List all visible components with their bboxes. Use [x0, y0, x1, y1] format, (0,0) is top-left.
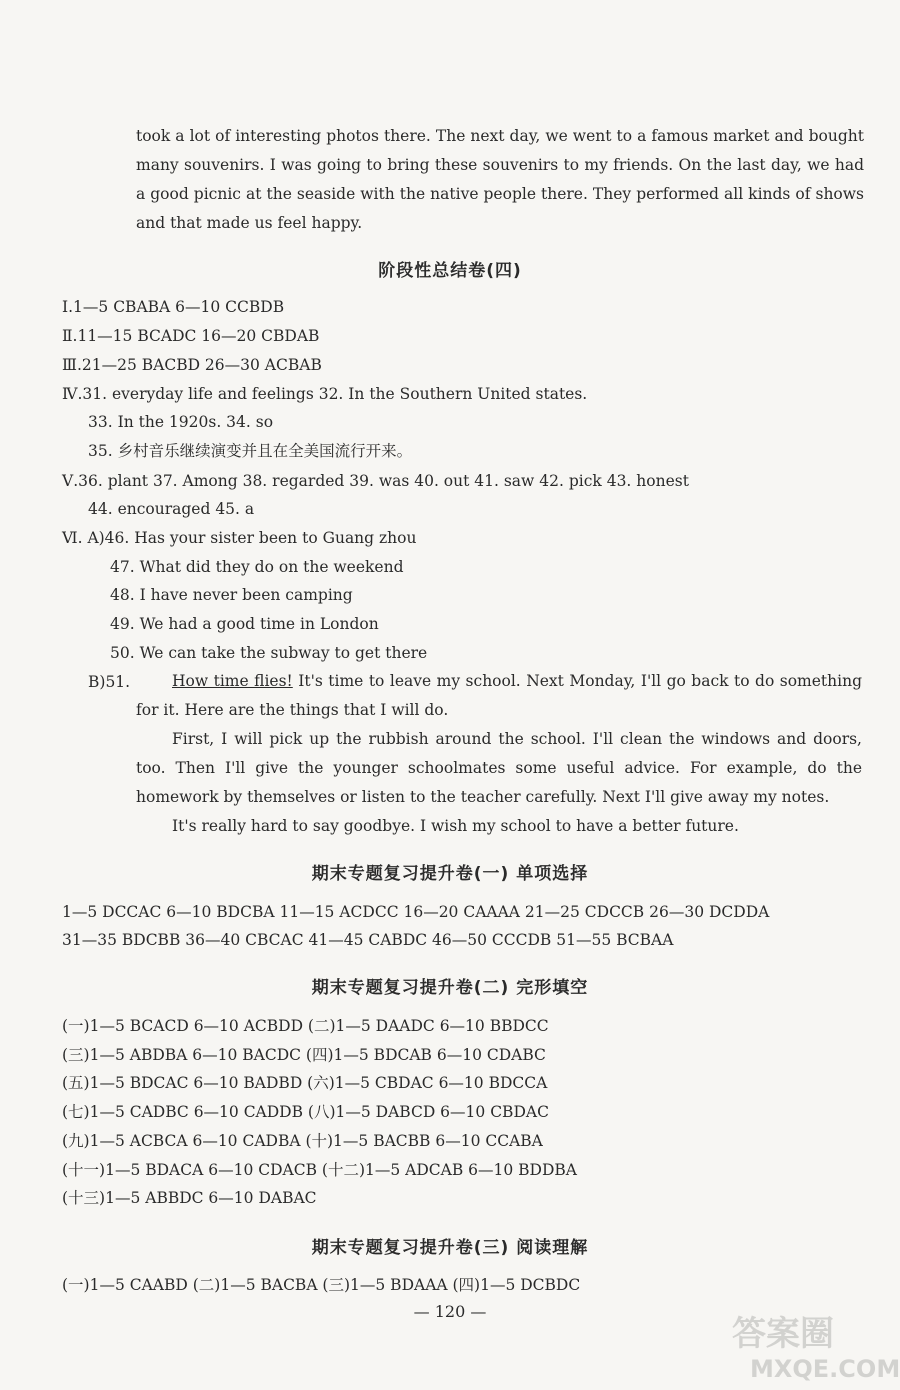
essay-first-text: It's time to leave my school. Next Monday, I'll go back to do something for it. Here are the things that I will do. [136, 672, 863, 719]
answer-line: (九)1—5 ACBCA 6—10 CADBA (十)1—5 BACBB 6—10 CCABA [62, 1132, 543, 1150]
essay-paragraph-1 [136, 667, 862, 725]
svg-text:答案圈: 答案圈 [732, 1314, 834, 1354]
essay [136, 667, 862, 841]
answer-line: 47. What did they do on the weekend [110, 558, 404, 576]
answer-line: Ⅴ.36. plant 37. Among 38. regarded 39. was 40. out 41. saw 42. pick 43. honest [62, 472, 689, 490]
answer-line: Ⅱ.11—15 BCADC 16—20 CBDAB [62, 327, 320, 345]
essay-label: B)51. [88, 673, 131, 691]
answer-line: (十三)1—5 ABBDC 6—10 DABAC [62, 1189, 317, 1207]
essay-paragraph-2: First, I will pick up the rubbish around the school. I'll clean the windows and doors, too. Then I'll give the younger schoolmates some useful advice. For example, do the homework by themselves or listen to the teacher carefully. Next I'll give away my notes. [136, 730, 862, 806]
intro-paragraph [136, 122, 864, 238]
answer-line: Ⅵ. A)46. Has your sister been to Guang zhou [62, 529, 417, 547]
section-title-final-2: 期末专题复习提升卷(二) 完形填空 [311, 978, 589, 998]
answer-line: (一)1—5 CAABD (二)1—5 BACBA (三)1—5 BDAAA (四)1—5 DCBDC [62, 1276, 581, 1294]
answer-line: Ⅲ.21—25 BACBD 26—30 ACBAB [62, 356, 322, 374]
answer-line: 35. 乡村音乐继续演变并且在全美国流行开来。 [88, 442, 413, 460]
section-title-final-1: 期末专题复习提升卷(一) 单项选择 [311, 864, 589, 884]
answer-line: 50. We can take the subway to get there [110, 644, 428, 662]
answer-line: 48. I have never been camping [110, 586, 353, 604]
answer-line: 33. In the 1920s. 34. so [88, 413, 274, 431]
essay-title-underlined: How time flies! [172, 672, 293, 690]
svg-text:MXQE.COM: MXQE.COM [750, 1355, 900, 1383]
page-number: — 120 — [413, 1302, 487, 1321]
answer-line: Ⅳ.31. everyday life and feelings 32. In the Southern United states. [62, 385, 588, 403]
answer-line: (三)1—5 ABDBA 6—10 BACDC (四)1—5 BDCAB 6—10 CDABC [62, 1046, 546, 1064]
answer-line: Ⅰ.1—5 CBABA 6—10 CCBDB [62, 298, 285, 316]
answer-line: (十一)1—5 BDACA 6—10 CDACB (十二)1—5 ADCAB 6—10 BDDBA [62, 1161, 577, 1179]
section-title-4: 阶段性总结卷(四) [378, 261, 522, 281]
answer-line: 1—5 DCCAC 6—10 BDCBA 11—15 ACDCC 16—20 CAAAA 21—25 CDCCB 26—30 DCDDA [62, 903, 770, 921]
answer-line: (七)1—5 CADBC 6—10 CADDB (八)1—5 DABCD 6—10 CBDAC [62, 1103, 549, 1121]
answer-line: 44. encouraged 45. a [88, 500, 255, 518]
answer-line: 49. We had a good time in London [110, 615, 379, 633]
answer-line: 31—35 BDCBB 36—40 CBCAC 41—45 CABDC 46—50 CCCDB 51—55 BCBAA [62, 931, 674, 949]
answer-line: (一)1—5 BCACD 6—10 ACBDD (二)1—5 DAADC 6—10 BBDCC [62, 1017, 549, 1035]
essay-paragraph-3: It's really hard to say goodbye. I wish my school to have a better future. [172, 817, 739, 835]
watermark-logo [720, 1305, 900, 1385]
intro-text: took a lot of interesting photos there. The next day, we went to a famous market and bought many souvenirs. I was going to bring these souvenirs to my friends. On the last day, we had a good picnic at the seaside with the native people there. They performed all kinds of shows and that made us feel happy. [136, 127, 864, 232]
section-title-final-3: 期末专题复习提升卷(三) 阅读理解 [311, 1238, 589, 1258]
answer-line: (五)1—5 BDCAC 6—10 BADBD (六)1—5 CBDAC 6—10 BDCCA [62, 1074, 548, 1092]
